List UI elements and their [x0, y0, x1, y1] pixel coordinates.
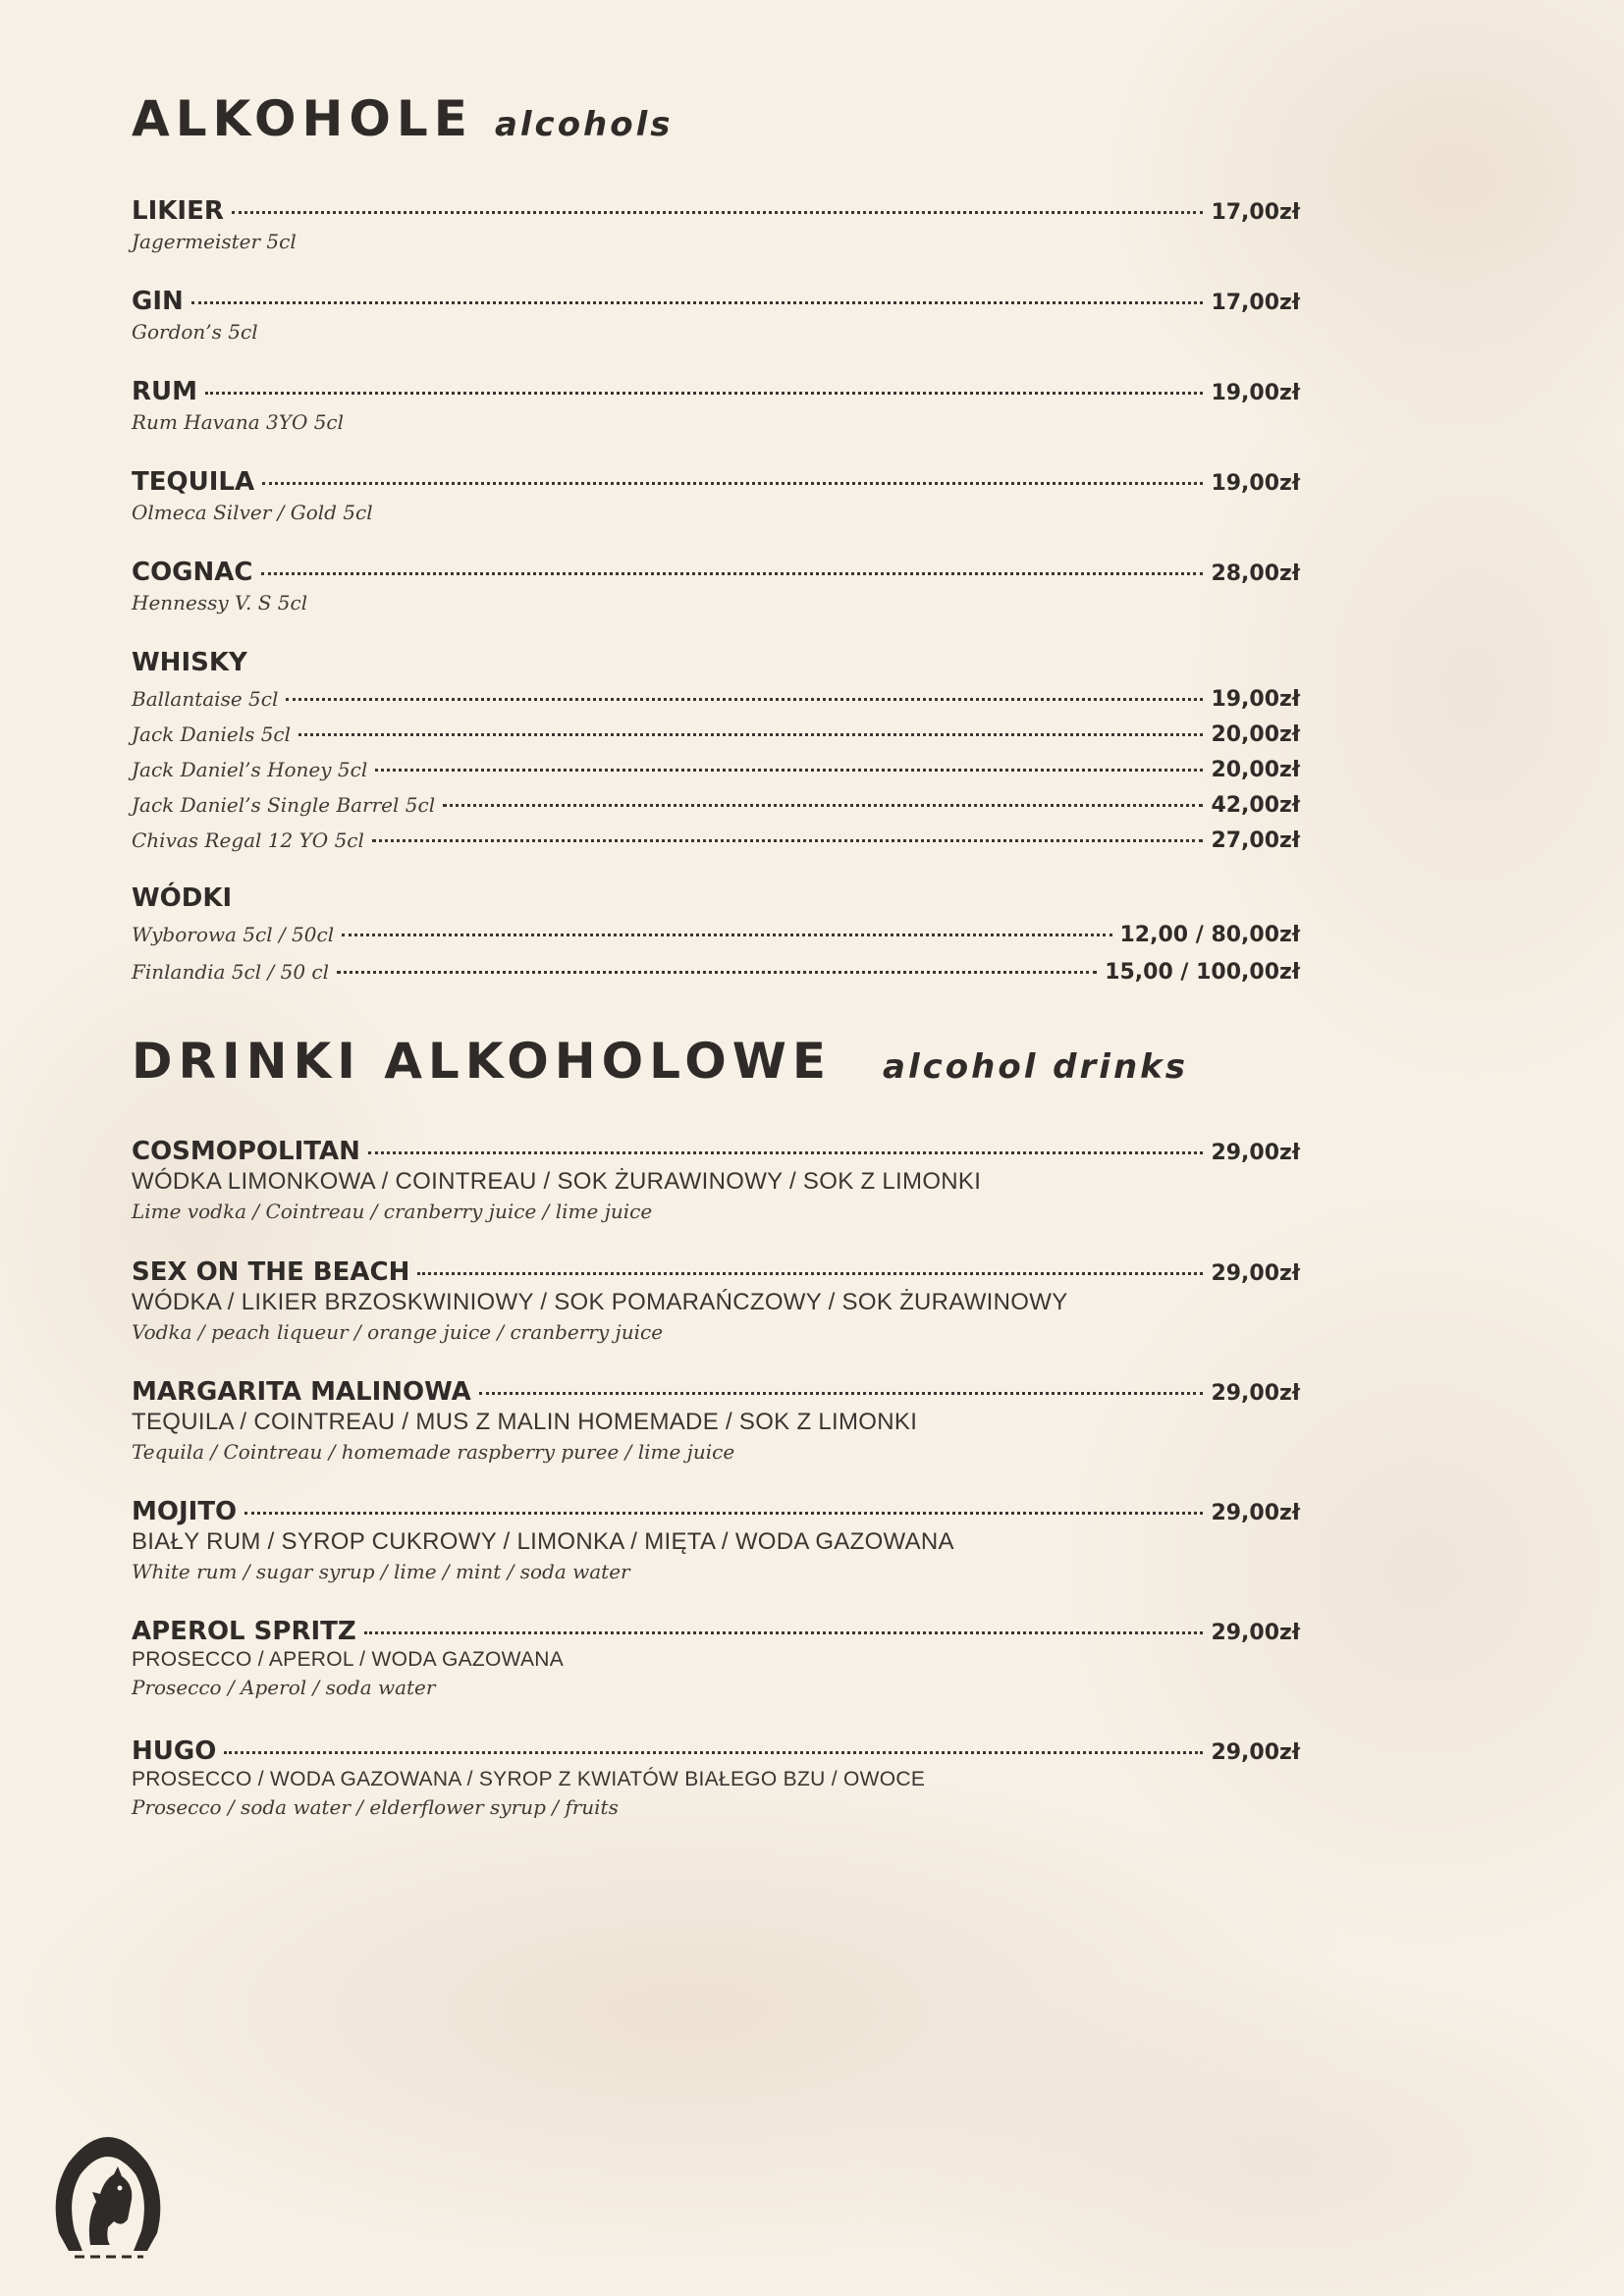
item-description: Prosecco / Aperol / soda water [132, 1676, 436, 1699]
dot-leader [417, 1272, 1203, 1275]
dot-leader [375, 769, 1203, 772]
item-ingredients: PROSECCO / APEROL / WODA GAZOWANA [132, 1648, 565, 1671]
item-price: 29,00zł [1211, 1141, 1300, 1165]
item-ingredients: TEQUILA / COINTREAU / MUS Z MALIN HOMEMADE / SOK Z LIMONKI [132, 1409, 918, 1435]
menu-item-likier [132, 196, 1300, 253]
dot-leader [224, 1751, 1203, 1754]
sub-item-name: Jack Daniel’s Honey 5cl [132, 758, 368, 781]
item-price: 28,00zł [1211, 561, 1300, 586]
dot-leader [205, 392, 1203, 395]
menu-item-rum [132, 377, 1300, 434]
item-description: White rum / sugar syrup / lime / mint / soda water [132, 1560, 630, 1583]
sub-item-name: Ballantaise 5cl [132, 687, 279, 711]
item-ingredients: BIAŁY RUM / SYROP CUKROWY / LIMONKA / MIĘTA / WODA GAZOWANA [132, 1528, 954, 1555]
item-description: Tequila / Cointreau / homemade raspberry puree / lime juice [132, 1440, 735, 1464]
item-name: SEX ON THE BEACH [132, 1257, 410, 1287]
item-name: RUM [132, 377, 198, 406]
item-ingredients: PROSECCO / WODA GAZOWANA / SYROP Z KWIATÓW BIAŁEGO BZU / OWOCE [132, 1768, 926, 1790]
whisky-item [132, 793, 1300, 828]
item-price: 12,00 / 80,00zł [1119, 923, 1300, 947]
menu-group-whisky [132, 648, 1300, 864]
item-price: 19,00zł [1211, 687, 1300, 712]
section-title-drinki [132, 1033, 1188, 1090]
item-price: 29,00zł [1211, 1261, 1300, 1286]
item-name: COSMOPOLITAN [132, 1137, 360, 1166]
item-description: Lime vodka / Cointreau / cranberry juice / lime juice [132, 1200, 653, 1223]
drink-item-mojito [132, 1497, 1300, 1583]
dot-leader [232, 211, 1204, 214]
dot-leader [443, 804, 1203, 807]
dot-leader [479, 1392, 1204, 1395]
sub-item-name: Chivas Regal 12 YO 5cl [132, 828, 364, 852]
wodka-item [132, 960, 1300, 997]
sub-item-name: Wyborowa 5cl / 50cl [132, 923, 335, 946]
item-ingredients: WÓDKA LIMONKOWA / COINTREAU / SOK ŻURAWINOWY / SOK Z LIMONKI [132, 1168, 982, 1195]
item-price: 15,00 / 100,00zł [1105, 960, 1300, 985]
item-price: 20,00zł [1211, 758, 1300, 782]
item-name: HUGO [132, 1736, 217, 1766]
dot-leader [337, 971, 1097, 974]
horse-horseshoe-logo-icon [49, 2125, 167, 2263]
menu-item-cognac [132, 558, 1300, 614]
item-description: Rum Havana 3YO 5cl [132, 410, 345, 434]
item-price: 29,00zł [1211, 1381, 1300, 1406]
item-price: 19,00zł [1211, 471, 1300, 496]
item-name: GIN [132, 287, 184, 316]
dot-leader [342, 934, 1111, 936]
section-title-main: DRINKI ALKOHOLOWE [132, 1033, 833, 1090]
whisky-item [132, 758, 1300, 793]
sub-item-name: Finlandia 5cl / 50 cl [132, 960, 330, 984]
drink-item-margarita-malinowa [132, 1377, 1300, 1464]
drink-item-cosmopolitan [132, 1137, 1300, 1223]
section-title-main: ALKOHOLE [132, 90, 473, 147]
menu-item-gin [132, 287, 1300, 344]
group-name: WÓDKI [132, 883, 233, 913]
item-description: Jagermeister 5cl [132, 230, 297, 253]
item-price: 17,00zł [1211, 200, 1300, 225]
whisky-item [132, 828, 1300, 864]
section-title-alkohole [132, 90, 674, 147]
item-description: Olmeca Silver / Gold 5cl [132, 501, 373, 524]
dot-leader [262, 482, 1203, 485]
item-description: Prosecco / soda water / elderflower syrup / fruits [132, 1795, 619, 1819]
wodka-item [132, 923, 1300, 960]
dot-leader [191, 301, 1204, 304]
sub-item-name: Jack Daniels 5cl [132, 722, 292, 746]
item-description: Hennessy V. S 5cl [132, 591, 308, 614]
group-name: WHISKY [132, 648, 247, 677]
dot-leader [261, 572, 1204, 575]
sub-item-name: Jack Daniel’s Single Barrel 5cl [132, 793, 436, 817]
item-name: MOJITO [132, 1497, 238, 1526]
item-price: 27,00zł [1211, 828, 1300, 853]
item-price: 19,00zł [1211, 381, 1300, 405]
item-price: 20,00zł [1211, 722, 1300, 747]
item-price: 42,00zł [1211, 793, 1300, 818]
item-description: Vodka / peach liqueur / orange juice / cranberry juice [132, 1320, 664, 1344]
item-name: APEROL SPRITZ [132, 1617, 356, 1646]
drink-item-hugo [132, 1736, 1300, 1819]
menu-group-wodki [132, 883, 1300, 997]
section-title-sub: alcohol drinks [883, 1047, 1188, 1087]
dot-leader [286, 698, 1203, 701]
item-name: MARGARITA MALINOWA [132, 1377, 471, 1407]
dot-leader [368, 1151, 1204, 1154]
item-price: 17,00zł [1211, 291, 1300, 315]
dot-leader [364, 1631, 1204, 1634]
whisky-item [132, 687, 1300, 722]
drink-item-sex-on-the-beach [132, 1257, 1300, 1344]
item-name: LIKIER [132, 196, 224, 226]
item-ingredients: WÓDKA / LIKIER BRZOSKWINIOWY / SOK POMARAŃCZOWY / SOK ŻURAWINOWY [132, 1289, 1068, 1315]
item-description: Gordon’s 5cl [132, 320, 258, 344]
menu-item-tequila [132, 467, 1300, 524]
dot-leader [298, 733, 1203, 736]
dot-leader [244, 1512, 1203, 1515]
item-name: COGNAC [132, 558, 253, 587]
item-price: 29,00zł [1211, 1740, 1300, 1765]
item-price: 29,00zł [1211, 1501, 1300, 1525]
item-price: 29,00zł [1211, 1621, 1300, 1645]
drink-item-aperol-spritz [132, 1617, 1300, 1699]
whisky-item [132, 722, 1300, 758]
dot-leader [372, 839, 1204, 842]
item-name: TEQUILA [132, 467, 255, 497]
section-title-sub: alcohols [494, 105, 674, 144]
